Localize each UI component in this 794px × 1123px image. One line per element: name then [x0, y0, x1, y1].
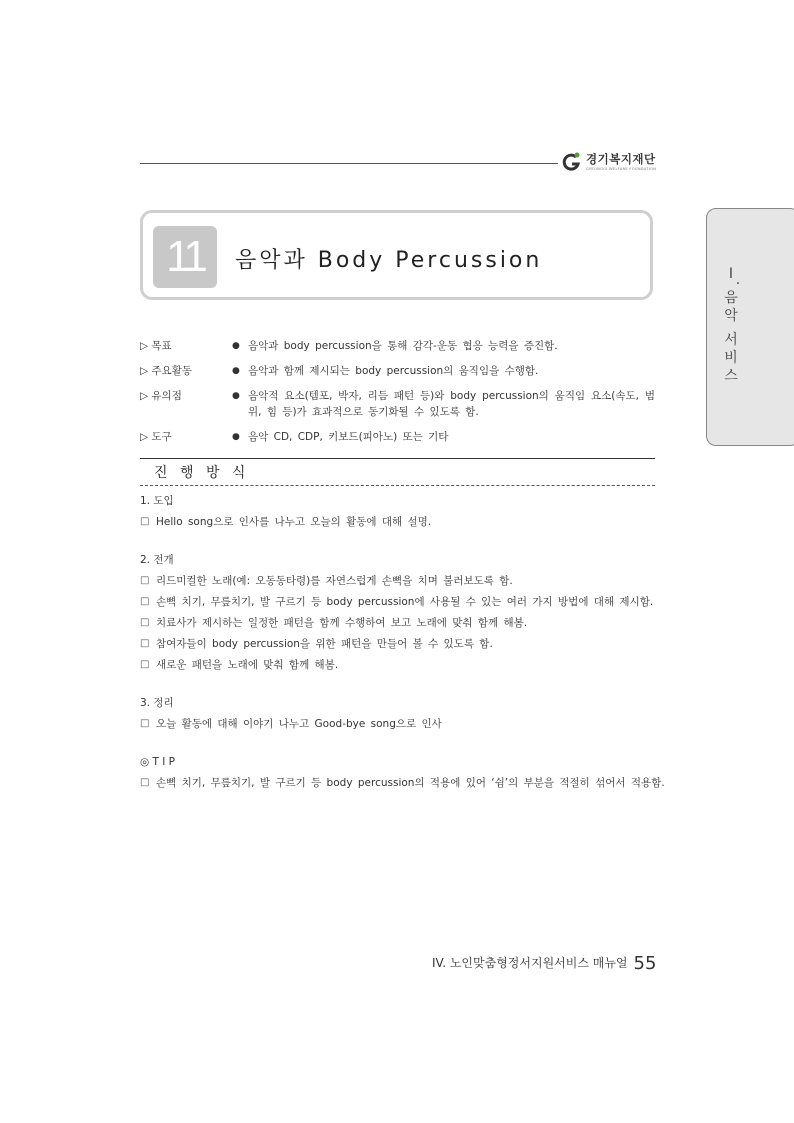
side-char: Ⅰ [728, 266, 734, 282]
spacer [140, 678, 660, 695]
logo-subtext: GYEONGGI WELFARE FOUNDATION [586, 167, 657, 171]
list-item-text: 손뼉 치기, 무릎치기, 발 구르기 등 body percussion에 사용될 수 있는 여러 가지 방법에 대해 제시함. [156, 596, 654, 608]
page-number: 55 [633, 953, 657, 974]
list-item-text: 참여자들이 body percussion을 위한 패턴을 만들어 볼 수 있도록 함. [156, 638, 493, 650]
checkbox-icon: □ [140, 617, 150, 628]
list-item-text: 손뼉 치기, 무릎치기, 발 구르기 등 body percussion의 적용에 있어 ‘쉼’의 부분을 적절히 섞어서 적용함. [156, 777, 665, 789]
checkbox-icon: □ [140, 596, 150, 607]
info-key: ▷ 목표 [140, 340, 172, 352]
spacer [140, 737, 660, 754]
list-item-text: 새로운 패턴을 노래에 맞춰 함께 해봄. [156, 659, 339, 671]
info-value: 음악과 body percussion을 통해 감각-운동 협응 능력을 증진함. [248, 340, 558, 352]
list-item [140, 775, 665, 791]
list-item [140, 636, 660, 652]
checkbox-icon: □ [140, 718, 150, 729]
bullet-icon: ● [232, 366, 240, 376]
activity-title-box [140, 210, 653, 300]
bullet-icon: ● [232, 391, 240, 401]
checkbox-icon: □ [140, 659, 150, 670]
list-item [140, 615, 660, 631]
side-char: 스 [724, 368, 738, 384]
side-char: . [735, 272, 741, 288]
side-char: 음 [724, 290, 738, 306]
side-char: 악 [724, 308, 738, 324]
step-heading: 1. 도입 [140, 495, 174, 507]
chapter-side-label [719, 265, 743, 385]
checkbox-icon: □ [140, 777, 150, 788]
list-item-text: 오늘 활동에 대해 이야기 나누고 Good-bye song으로 인사 [156, 718, 442, 730]
info-key: ▷ 주요활동 [140, 365, 192, 377]
step-heading: 2. 전개 [140, 554, 174, 566]
section-title: 진 행 방 식 [154, 465, 250, 481]
list-item-text: 리드미컬한 노래(예: 오동동타령)를 자연스럽게 손뼉을 치며 불러보도록 함. [156, 575, 513, 587]
spacer [140, 535, 660, 552]
bullet-icon: ● [232, 341, 240, 351]
info-row-activity [140, 363, 655, 379]
info-value: 음악 CD, CDP, 키보드(피아노) 또는 기타 [248, 431, 449, 443]
chapter-side-tab [706, 208, 794, 446]
tip-heading: ◎ T I P [140, 756, 176, 768]
side-char: 비 [724, 350, 738, 366]
activity-info [140, 338, 655, 454]
foundation-logo-icon [562, 151, 582, 173]
list-item-text: 치료사가 제시하는 일정한 패턴을 함께 수행하여 보고 노래에 맞춰 함께 해봄. [156, 617, 528, 629]
bullet-icon: ● [232, 432, 240, 442]
activity-title: 음악과 Body Percussion [235, 248, 543, 273]
foundation-logo [562, 149, 662, 177]
header-rule [140, 163, 558, 164]
logo-text: 경기복지재단 [586, 152, 656, 166]
list-item-text: Hello song으로 인사를 나누고 오늘의 활동에 대해 설명. [156, 516, 432, 528]
info-value: 음악적 요소(템포, 박자, 리듬 패턴 등)와 body percussion의 움직임 요소(속도, 범위, 힘 등)가 효과적으로 동기화될 수 있도록 함. [248, 390, 655, 418]
step-heading: 3. 정리 [140, 697, 174, 709]
procedure-body [140, 493, 665, 796]
list-item [140, 657, 660, 673]
footer-text: IV. 노인맞춤형정서지원서비스 매뉴얼 [432, 956, 628, 970]
info-key: ▷ 도구 [140, 431, 172, 443]
list-item [140, 716, 660, 732]
page-footer [432, 953, 656, 974]
list-item [140, 514, 660, 530]
info-key: ▷ 유의점 [140, 390, 182, 402]
list-item [140, 573, 660, 589]
procedure-section-header [140, 458, 655, 486]
side-char: 서 [724, 332, 738, 348]
info-row-notes [140, 388, 655, 420]
checkbox-icon: □ [140, 575, 150, 586]
info-value: 음악과 함께 제시되는 body percussion의 움직임을 수행함. [248, 365, 539, 377]
info-row-tools [140, 429, 655, 445]
activity-number: 11 [153, 226, 217, 288]
checkbox-icon: □ [140, 638, 150, 649]
info-row-goal [140, 338, 655, 354]
list-item [140, 594, 660, 610]
checkbox-icon: □ [140, 516, 150, 527]
